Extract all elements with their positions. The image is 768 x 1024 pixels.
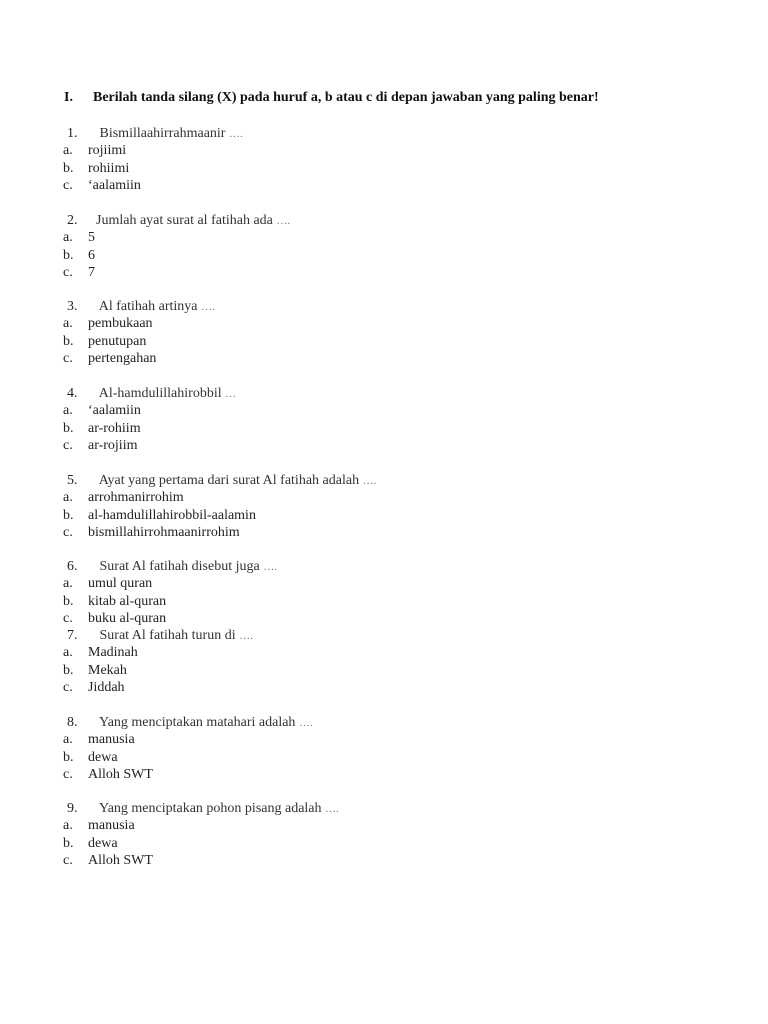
- question-number: 6.: [67, 559, 78, 574]
- question-text: Jumlah ayat surat al fatihah ada: [96, 213, 273, 228]
- option-text: bismillahirrohmaanirrohim: [88, 524, 240, 540]
- option-letter: c.: [63, 610, 73, 626]
- option-text: umul quran: [88, 576, 153, 592]
- question-7: 7. Surat Al fatihah turun di …. a. Madinah b. Mekah c. Jiddah: [63, 628, 253, 695]
- question-text: Al fatihah artinya: [98, 299, 198, 314]
- option-letter: b.: [63, 662, 74, 678]
- question-text: Yang menciptakan matahari adalah: [98, 715, 296, 730]
- option-text: dewa: [88, 749, 118, 765]
- option-text: 5: [88, 230, 95, 246]
- option-text: kitab al-quran: [88, 593, 167, 609]
- option-letter: a.: [63, 316, 73, 332]
- option-text: Alloh SWT: [88, 766, 153, 782]
- question-number: 8.: [67, 715, 78, 730]
- question-number: 7.: [67, 628, 78, 643]
- option-letter: b.: [63, 835, 74, 851]
- section-number: I.: [64, 90, 73, 105]
- option-letter: b.: [63, 160, 74, 176]
- option-text: ‘aalamiin: [88, 177, 141, 193]
- option-text: Jiddah: [88, 679, 125, 695]
- option-text: rohiimi: [88, 160, 130, 176]
- question-text: Surat Al fatihah turun di: [99, 628, 236, 643]
- option-letter: a.: [63, 576, 73, 592]
- option-text: pertengahan: [88, 350, 157, 366]
- question-text: Bismillaahirrahmaanir: [99, 126, 226, 141]
- option-letter: b.: [63, 593, 74, 609]
- option-letter: c.: [63, 766, 73, 782]
- option-letter: c.: [63, 437, 73, 453]
- option-letter: c.: [63, 177, 73, 193]
- question-text: Ayat yang pertama dari surat Al fatihah adalah: [98, 473, 360, 488]
- option-text: manusia: [88, 818, 135, 834]
- question-2: 2. Jumlah ayat surat al fatihah ada …. a. 5 b. 6 c. 7: [63, 213, 291, 280]
- question-number: 5.: [67, 473, 78, 488]
- option-letter: a.: [63, 645, 73, 661]
- option-letter: a.: [63, 490, 73, 506]
- option-letter: a.: [63, 230, 73, 246]
- option-letter: a.: [63, 403, 73, 419]
- option-text: manusia: [88, 732, 135, 748]
- option-text: rojiimi: [88, 143, 127, 159]
- option-letter: b.: [63, 420, 74, 436]
- question-text: Al-hamdulillahirobbil: [98, 386, 222, 401]
- option-letter: c.: [63, 524, 73, 540]
- option-letter: b.: [63, 333, 74, 349]
- question-number: 2.: [67, 213, 78, 228]
- question-number: 1.: [67, 126, 78, 141]
- option-text: ar-rojiim: [88, 437, 138, 453]
- option-letter: b.: [63, 507, 74, 523]
- question-number: 9.: [67, 801, 78, 816]
- question-5: 5. Ayat yang pertama dari surat Al fatihah adalah …. a. arrohmanirrohim b. al-hamdulillahirobbil-aalamin c. bismillahirrohmaanirrohim: [63, 473, 377, 540]
- option-text: 7: [88, 264, 95, 280]
- instruction-text: Berilah tanda silang (X) pada huruf a, b atau c di depan jawaban yang paling benar!: [93, 90, 599, 105]
- option-text: arrohmanirrohim: [88, 490, 184, 506]
- option-letter: c.: [63, 852, 73, 868]
- option-text: dewa: [88, 835, 118, 851]
- option-letter: a.: [63, 818, 73, 834]
- option-letter: c.: [63, 264, 73, 280]
- option-text: Mekah: [88, 662, 127, 678]
- option-text: al-hamdulillahirobbil-aalamin: [88, 507, 256, 523]
- question-9: 9. Yang menciptakan pohon pisang adalah …. a. manusia b. dewa c. Alloh SWT: [63, 801, 339, 868]
- option-letter: c.: [63, 679, 73, 695]
- option-text: Madinah: [88, 645, 138, 661]
- option-text: Alloh SWT: [88, 852, 153, 868]
- option-letter: b.: [63, 749, 74, 765]
- option-text: buku al-quran: [88, 610, 167, 626]
- option-letter: a.: [63, 732, 73, 748]
- question-1: 1. Bismillaahirrahmaanir …. a. rojiimi b. rohiimi c. ‘aalamiin: [63, 126, 243, 193]
- question-number: 4.: [67, 386, 78, 401]
- question-4: 4. Al-hamdulillahirobbil … a. ‘aalamiin b. ar-rohiim c. ar-rojiim: [63, 386, 237, 453]
- question-text: Surat Al fatihah disebut juga: [99, 559, 260, 574]
- option-text: ‘aalamiin: [88, 403, 141, 419]
- question-6: 6. Surat Al fatihah disebut juga …. a. umul quran b. kitab al-quran c. buku al-quran: [63, 559, 277, 626]
- option-letter: c.: [63, 350, 73, 366]
- option-text: 6: [88, 247, 95, 263]
- option-letter: b.: [63, 247, 74, 263]
- option-letter: a.: [63, 143, 73, 159]
- question-8: 8. Yang menciptakan matahari adalah …. a. manusia b. dewa c. Alloh SWT: [63, 715, 313, 782]
- question-text: Yang menciptakan pohon pisang adalah: [98, 801, 322, 816]
- section-instruction: [64, 90, 599, 106]
- option-text: ar-rohiim: [88, 420, 141, 436]
- option-text: pembukaan: [88, 316, 153, 332]
- question-3: 3. Al fatihah artinya …. a. pembukaan b. penutupan c. pertengahan: [63, 299, 215, 366]
- option-text: penutupan: [88, 333, 147, 349]
- question-number: 3.: [67, 299, 78, 314]
